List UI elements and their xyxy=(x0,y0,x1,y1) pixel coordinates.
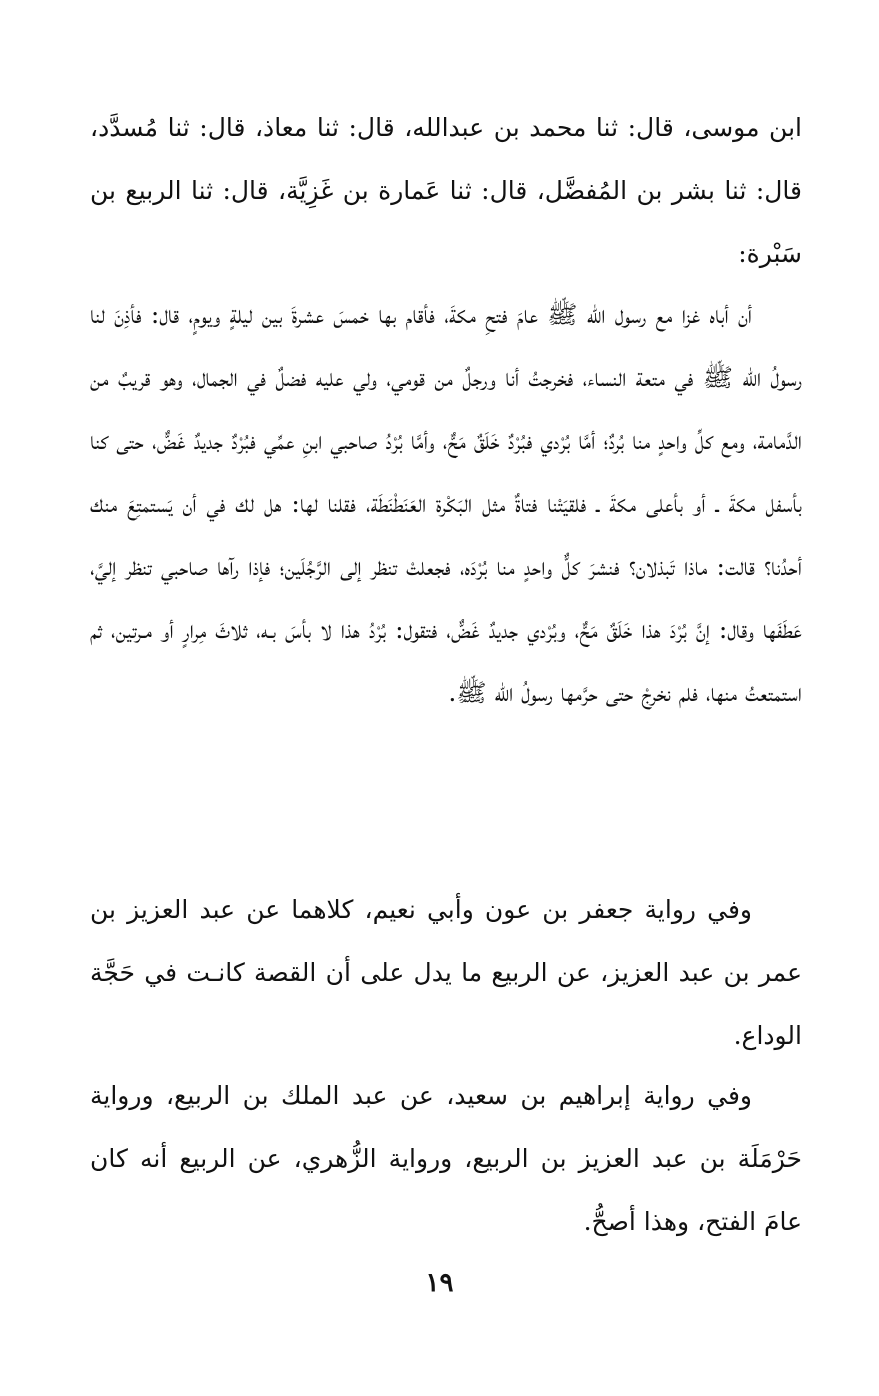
paragraph-riwaya-1 xyxy=(90,878,802,1067)
paragraph-text: وفي رواية إبراهيم بن سعيد، عن عبد الملك بن الربيع، ورواية حَرْمَلَة بن عبد العزيز بن الربيع، ورواية الزُّهري، عن الربيع أنه كان عامَ الفتح، وهذا أصحُّ. xyxy=(90,1081,802,1236)
paragraph-text: ابن موسى، قال: ثنا محمد بن عبدالله، قال: ثنا معاذ، قال: ثنا مُسدَّد، قال: ثنا بشر بن المُفضَّل، قال: ثنا عَمارة بن غَزِيَّة، قال: ثنا الربيع بن سَبْرة: xyxy=(90,113,802,268)
paragraph-hadith xyxy=(90,283,802,724)
page-number: ١٩ xyxy=(425,1268,454,1298)
paragraph-text: أن أباه غزا مع رسول الله ﷺ عامَ فتحِ مكةَ، فأقام بها خمسَ عشرةَ بين ليلةٍ ويومٍ، قال: فأذِنَ لنا رسولُ الله ﷺ في متعة النساء، فخرجتُ أنا ورجلٌ من قومي، ولي عليه فضلٌ في الجمال، وهو قريبٌ من الدَّمامة، ومع كلِّ واحدٍ منا بُردٌ؛ أمَّا بُرْدي فبُرْدٌ خَلَقٌ مَحٌّ، وأمَّا بُرْدُ صاحبي ابنِ عمِّي فبُرْدٌ جديدٌ غَضٌّ، حتى كنا بأسفل مكةَ ـ أو بأعلى مكةَ ـ فلقيَتْنا فتاةٌ مثل البَكْرة العَنَطْنَطَة، فقلنا لها: هل لك في أن يَستمتِعَ منك أحدُنا؟ قالت: ماذا تَبذلان؟ فنشرَ كلٌّ واحدٍ منا بُرْدَه، فجعلتْ تنظر إلى الرَّجُلَين؛ فإذا رآها صاحبي تنظر إليَّ، عَطَفَها وقال: إنَّ بُرْدَ هذا خَلَقٌ مَحٌّ، وبُرْدي جديدٌ غَضٌّ، فتقول: بُرْدُ هذا لا بأسَ بـه، ثلاثَ مِرارٍ أو مـرتين، ثم استمتعتُ منها، فلم نخرجْ حتى حرَّمها رسولُ الله ﷺ. xyxy=(90,300,802,707)
paragraph-isnad xyxy=(90,96,802,285)
paragraph-text: وفي رواية جعفر بن عون وأبي نعيم، كلاهما عن عبد العزيز بن عمر بن عبد العزيز، عن الربيع ما يدل على أن القصة كانـت في حَجَّة الوداع. xyxy=(90,895,802,1050)
paragraph-riwaya-2 xyxy=(90,1064,802,1253)
